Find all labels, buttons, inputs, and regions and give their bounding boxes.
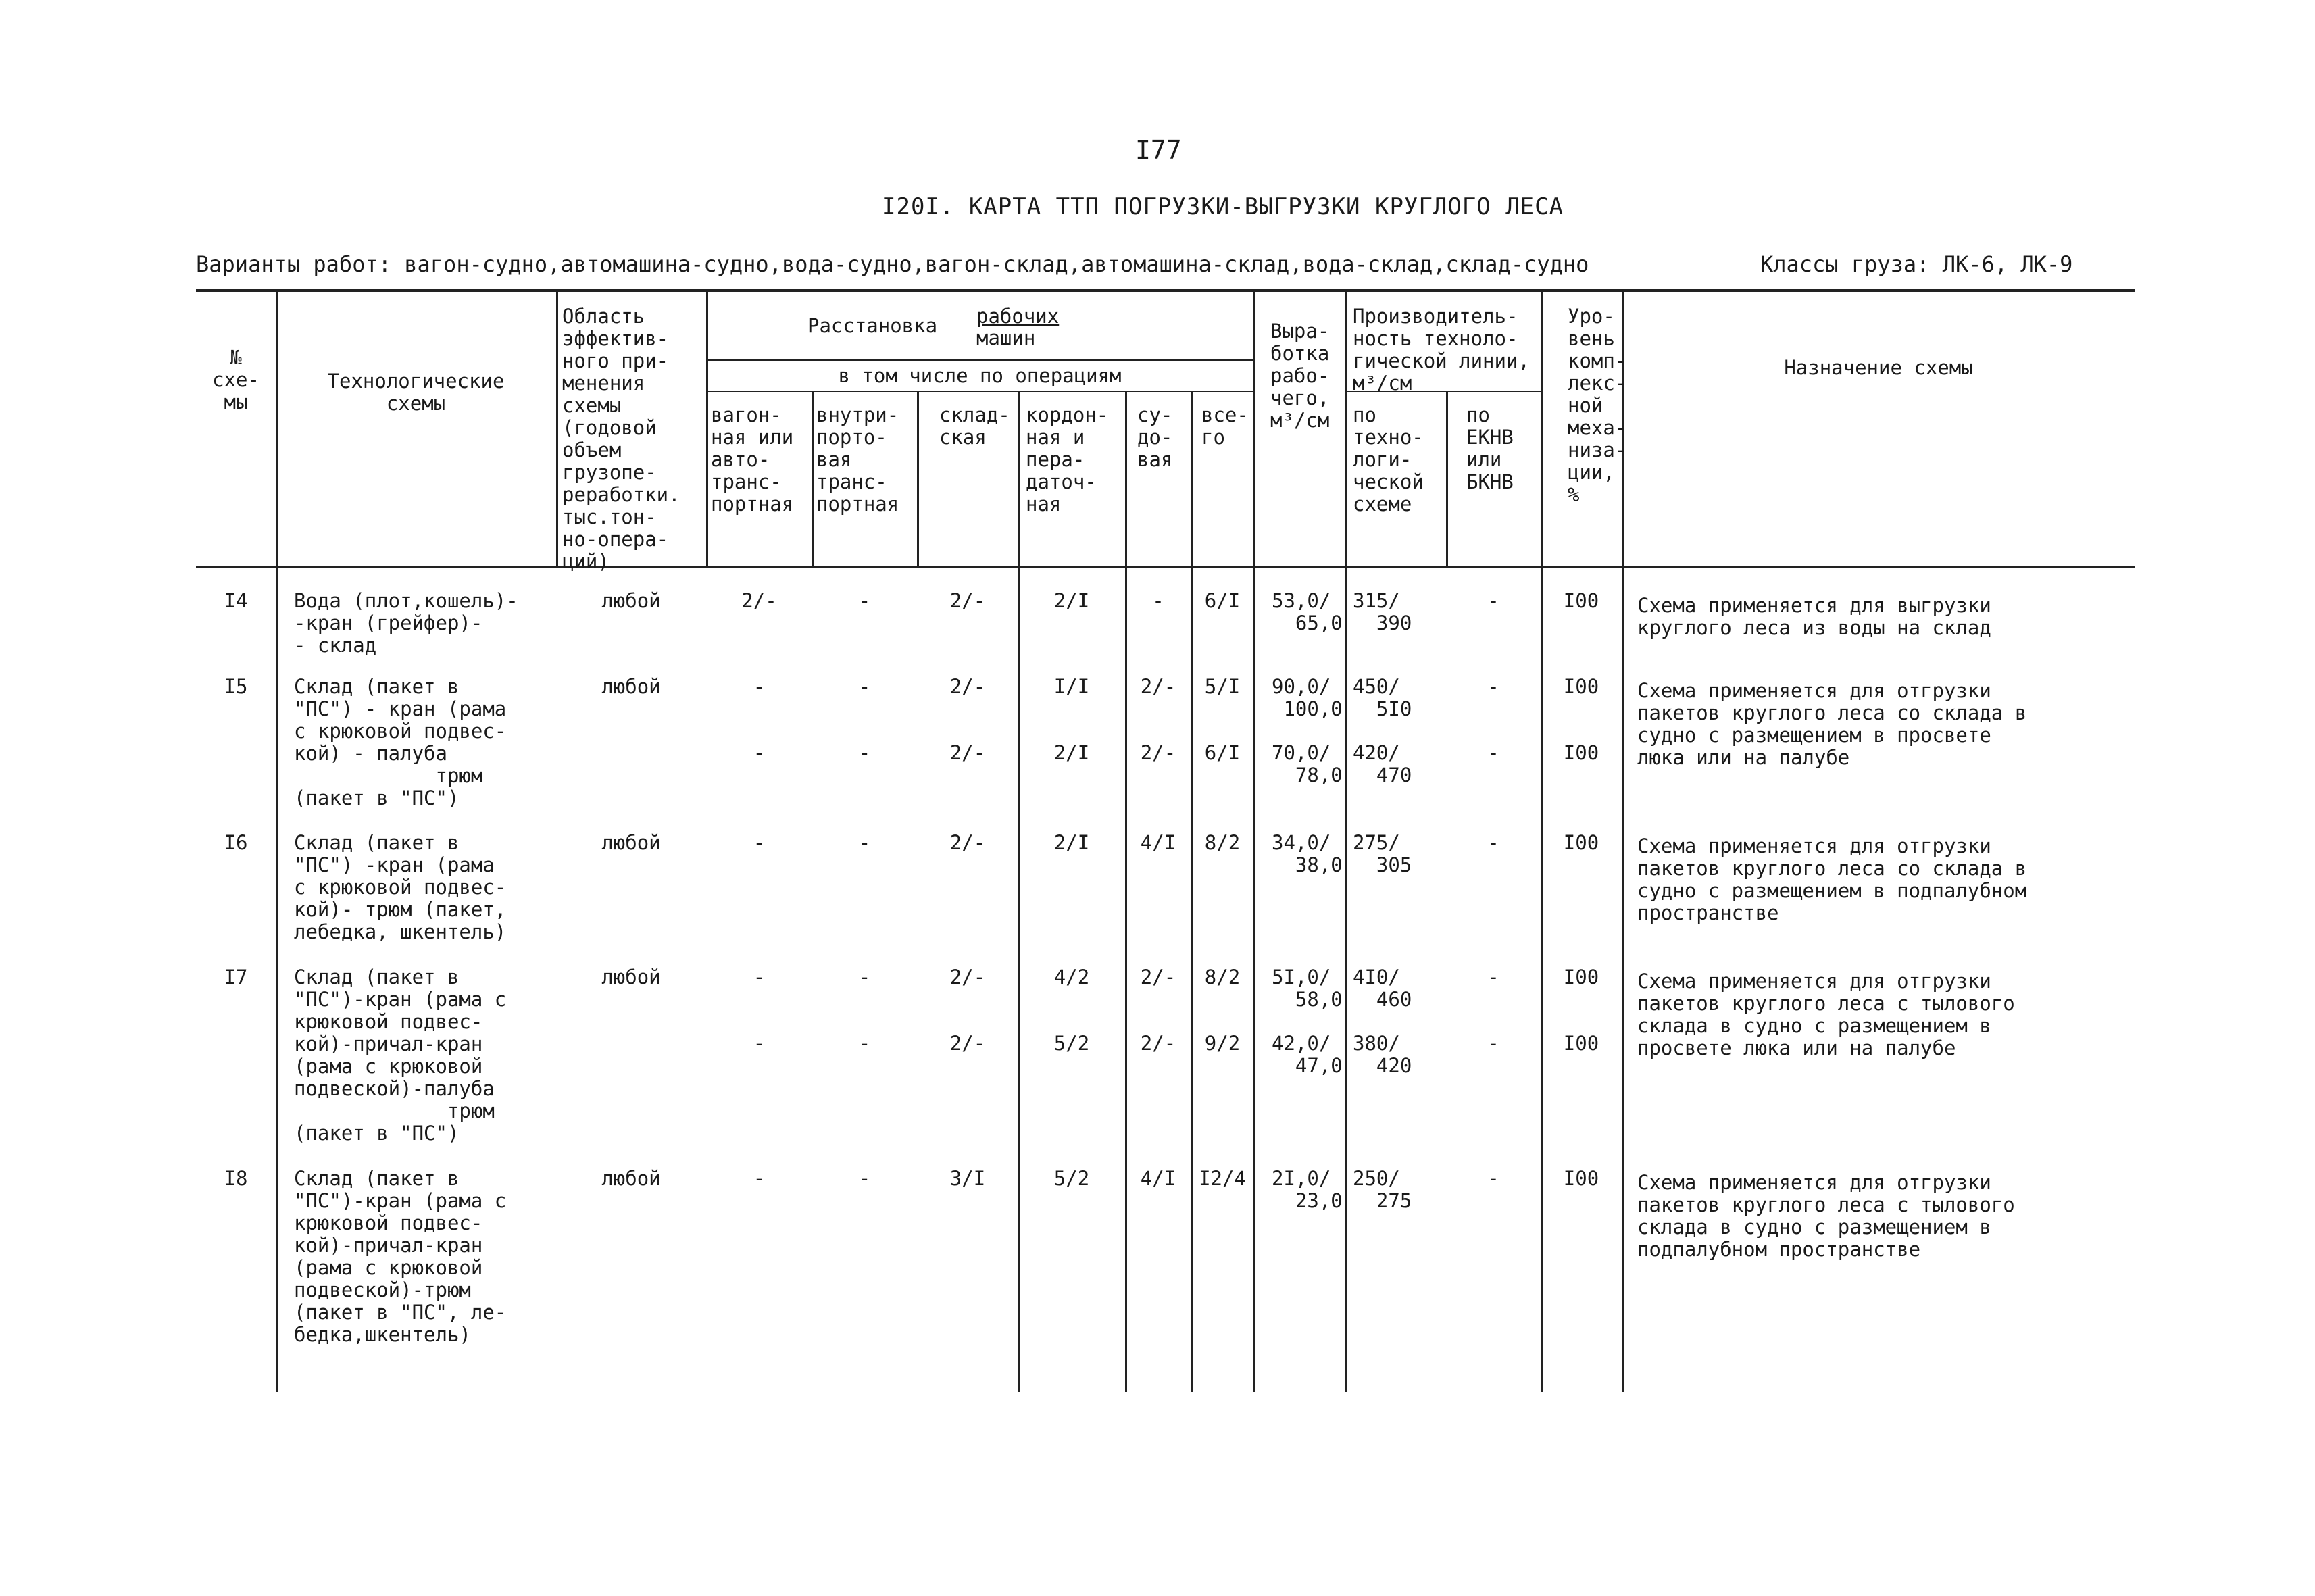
- row-op-warehouse: 2/-: [949, 589, 986, 612]
- row-ekhv: -: [1487, 741, 1499, 764]
- row-area: любой: [601, 675, 661, 698]
- row-ekhv: -: [1487, 589, 1499, 612]
- row-output: 70,0/ 78,0: [1272, 741, 1343, 787]
- row-op-ship: 2/-: [1140, 741, 1176, 764]
- col-rule: [1125, 391, 1127, 1392]
- row-op-inner: -: [858, 1167, 871, 1190]
- row-op-cordon: 2/I: [1053, 831, 1090, 854]
- row-op-wagon: -: [753, 831, 766, 854]
- col-rule: [1018, 391, 1020, 1392]
- row-op-cordon: 2/I: [1053, 741, 1090, 764]
- col-rule: [1191, 391, 1193, 1392]
- row-scheme: Вода (плот,кошель)- -кран (грейфер)- - склад: [294, 589, 518, 657]
- row-op-warehouse: 2/-: [949, 741, 986, 764]
- row-level: I00: [1563, 1032, 1599, 1055]
- col-rule: [1446, 391, 1448, 566]
- row-op-ship: -: [1152, 589, 1164, 612]
- row-op-ship: 4/I: [1140, 1167, 1176, 1190]
- row-op-cordon: 2/I: [1053, 589, 1090, 612]
- header-purpose: Назначение схемы: [1784, 356, 1973, 379]
- row-productivity: 275/ 305: [1353, 831, 1412, 876]
- header-by-operations: в том числе по операциям: [838, 364, 1122, 387]
- row-productivity: 420/ 470: [1353, 741, 1412, 787]
- row-op-cordon: 5/2: [1053, 1167, 1090, 1190]
- col-rule: [556, 289, 558, 566]
- row-op-ship: 2/-: [1140, 675, 1176, 698]
- header-schemes: Технологические схемы: [327, 370, 505, 415]
- row-op-cordon: 5/2: [1053, 1032, 1090, 1055]
- header-output: Выра- ботка рабо- чего, м³/см: [1270, 320, 1330, 432]
- header-placement-b: рабочих: [976, 305, 1060, 328]
- header-op-inner: внутри- порто- вая транс- портная: [816, 403, 899, 516]
- row-productivity: 380/ 420: [1353, 1032, 1412, 1077]
- row-op-ship: 4/I: [1140, 831, 1176, 854]
- row-output: 34,0/ 38,0: [1272, 831, 1343, 876]
- row-op-cordon: 4/2: [1053, 966, 1090, 989]
- row-op-total: 8/2: [1204, 831, 1241, 854]
- header-op-ship: су- до- вая: [1137, 403, 1173, 471]
- row-op-cordon: I/I: [1053, 675, 1090, 698]
- row-op-total: 6/I: [1204, 589, 1241, 612]
- row-scheme: Склад (пакет в "ПС") -кран (рама с крюковой подвес- кой)- трюм (пакет, лебедка, шкентель): [294, 831, 507, 943]
- row-ekhv: -: [1487, 675, 1499, 698]
- row-productivity: 250/ 275: [1353, 1167, 1412, 1212]
- header-productivity: Производитель- ность техноло- гической линии, м³/см: [1353, 305, 1530, 395]
- row-ekhv: -: [1487, 831, 1499, 854]
- row-num: I6: [224, 831, 248, 854]
- row-output: 53,0/ 65,0: [1272, 589, 1343, 634]
- row-op-warehouse: 2/-: [949, 966, 986, 989]
- row-op-inner: -: [858, 831, 871, 854]
- row-num: I7: [224, 966, 248, 989]
- row-purpose: Схема применяется для отгрузки пакетов круглого леса со склада в судно с размещением в просвете люка или на палубе: [1637, 679, 2027, 769]
- row-level: I00: [1563, 966, 1599, 989]
- row-op-wagon: -: [753, 741, 766, 764]
- row-op-total: 6/I: [1204, 741, 1241, 764]
- row-purpose: Схема применяется для отгрузки пакетов круглого леса с тылового склада в судно с размещением в подпалубном пространстве: [1637, 1171, 2015, 1261]
- row-op-wagon: -: [753, 1032, 766, 1055]
- col-rule: [706, 289, 708, 566]
- row-op-warehouse: 2/-: [949, 1032, 986, 1055]
- row-output: 5I,0/ 58,0: [1272, 966, 1343, 1011]
- row-op-inner: -: [858, 741, 871, 764]
- row-op-warehouse: 3/I: [949, 1167, 986, 1190]
- table-top-rule: [196, 289, 2135, 292]
- row-output: 90,0/ 100,0: [1272, 675, 1343, 720]
- col-rule: [812, 391, 814, 566]
- header-op-total: все- го: [1201, 403, 1249, 449]
- row-op-wagon: 2/-: [741, 589, 777, 612]
- row-op-warehouse: 2/-: [949, 831, 986, 854]
- row-ekhv: -: [1487, 1167, 1499, 1190]
- row-level: I00: [1563, 741, 1599, 764]
- row-op-inner: -: [858, 589, 871, 612]
- row-op-total: I2/4: [1199, 1167, 1246, 1190]
- header-placement-c: машин: [976, 326, 1036, 349]
- row-op-total: 8/2: [1204, 966, 1241, 989]
- row-purpose: Схема применяется для выгрузки круглого леса из воды на склад: [1637, 594, 1991, 639]
- row-level: I00: [1563, 589, 1599, 612]
- row-level: I00: [1563, 1167, 1599, 1190]
- row-productivity: 315/ 390: [1353, 589, 1412, 634]
- placement-sub-rule: [706, 359, 1253, 361]
- header-op-warehouse: склад- ская: [939, 403, 1010, 449]
- row-num: I4: [224, 589, 248, 612]
- row-output: 42,0/ 47,0: [1272, 1032, 1343, 1077]
- row-op-ship: 2/-: [1140, 966, 1176, 989]
- col-rule: [1253, 289, 1255, 1392]
- row-op-warehouse: 2/-: [949, 675, 986, 698]
- header-bottom-rule: [196, 566, 2135, 568]
- row-op-ship: 2/-: [1140, 1032, 1176, 1055]
- row-scheme: Склад (пакет в "ПС")-кран (рама с крюковой подвес- кой)-причал-кран (рама с крюковой подвеской)-палуба трюм (пакет в "ПС"): [294, 966, 507, 1145]
- row-op-wagon: -: [753, 675, 766, 698]
- col-rule: [276, 289, 278, 1392]
- work-variants: Варианты работ: вагон-судно,автомашина-судно,вода-судно,вагон-склад,автомашина-склад,вода-склад,склад-судно: [196, 251, 1589, 277]
- header-op-cordon: кордон- ная и пера- даточ- ная: [1026, 403, 1109, 516]
- row-op-inner: -: [858, 675, 871, 698]
- header-prod-ekhv: по ЕКНВ или БКНВ: [1466, 403, 1514, 493]
- row-op-wagon: -: [753, 1167, 766, 1190]
- operations-sub-rule: [706, 391, 1253, 392]
- row-num: I5: [224, 675, 248, 698]
- page-number: I77: [1135, 135, 1182, 165]
- header-placement-a: Расстановка: [807, 314, 938, 337]
- header-prod-scheme: по техно- логи- ческой схеме: [1353, 403, 1424, 516]
- row-area: любой: [601, 1167, 661, 1190]
- row-ekhv: -: [1487, 966, 1499, 989]
- row-op-total: 5/I: [1204, 675, 1241, 698]
- row-area: любой: [601, 589, 661, 612]
- row-scheme: Склад (пакет в "ПС") - кран (рама с крюковой подвес- кой) - палуба трюм (пакет в "ПС"): [294, 675, 507, 809]
- row-op-inner: -: [858, 966, 871, 989]
- row-num: I8: [224, 1167, 248, 1190]
- row-area: любой: [601, 966, 661, 989]
- col-rule: [917, 391, 919, 566]
- document-title: I20I. КАРТА ТТП ПОГРУЗКИ-ВЫГРУЗКИ КРУГЛОГО ЛЕСА: [882, 193, 1564, 220]
- cargo-classes: Классы груза: ЛК-6, ЛК-9: [1760, 251, 2073, 277]
- row-purpose: Схема применяется для отгрузки пакетов круглого леса с тылового склада в судно с размещением в просвете люка или на палубе: [1637, 970, 2015, 1059]
- row-op-total: 9/2: [1204, 1032, 1241, 1055]
- header-level: Уро- вень комп- лекс- ной меха- низа- ции, %: [1568, 305, 1627, 506]
- row-op-inner: -: [858, 1032, 871, 1055]
- header-area: Область эффектив- ного при- менения схемы (годовой объем грузопе- реработки. тыс.тон- но-опера- ций): [562, 305, 680, 573]
- row-scheme: Склад (пакет в "ПС")-кран (рама с крюковой подвес- кой)-причал-кран (рама с крюковой подвеской)-трюм (пакет в "ПС", ле- бедка,шкентель): [294, 1167, 507, 1346]
- tech-scheme-table: [196, 289, 2135, 1392]
- row-purpose: Схема применяется для отгрузки пакетов круглого леса со склада в судно с размещением в подпалубном пространстве: [1637, 834, 2027, 924]
- row-area: любой: [601, 831, 661, 854]
- row-level: I00: [1563, 675, 1599, 698]
- col-rule: [1345, 289, 1347, 1392]
- row-output: 2I,0/ 23,0: [1272, 1167, 1343, 1212]
- row-productivity: 450/ 5I0: [1353, 675, 1412, 720]
- row-ekhv: -: [1487, 1032, 1499, 1055]
- row-level: I00: [1563, 831, 1599, 854]
- row-op-wagon: -: [753, 966, 766, 989]
- row-productivity: 4I0/ 460: [1353, 966, 1412, 1011]
- header-num: № схе- мы: [212, 346, 259, 414]
- header-op-wagon: вагон- ная или авто- транс- портная: [711, 403, 794, 516]
